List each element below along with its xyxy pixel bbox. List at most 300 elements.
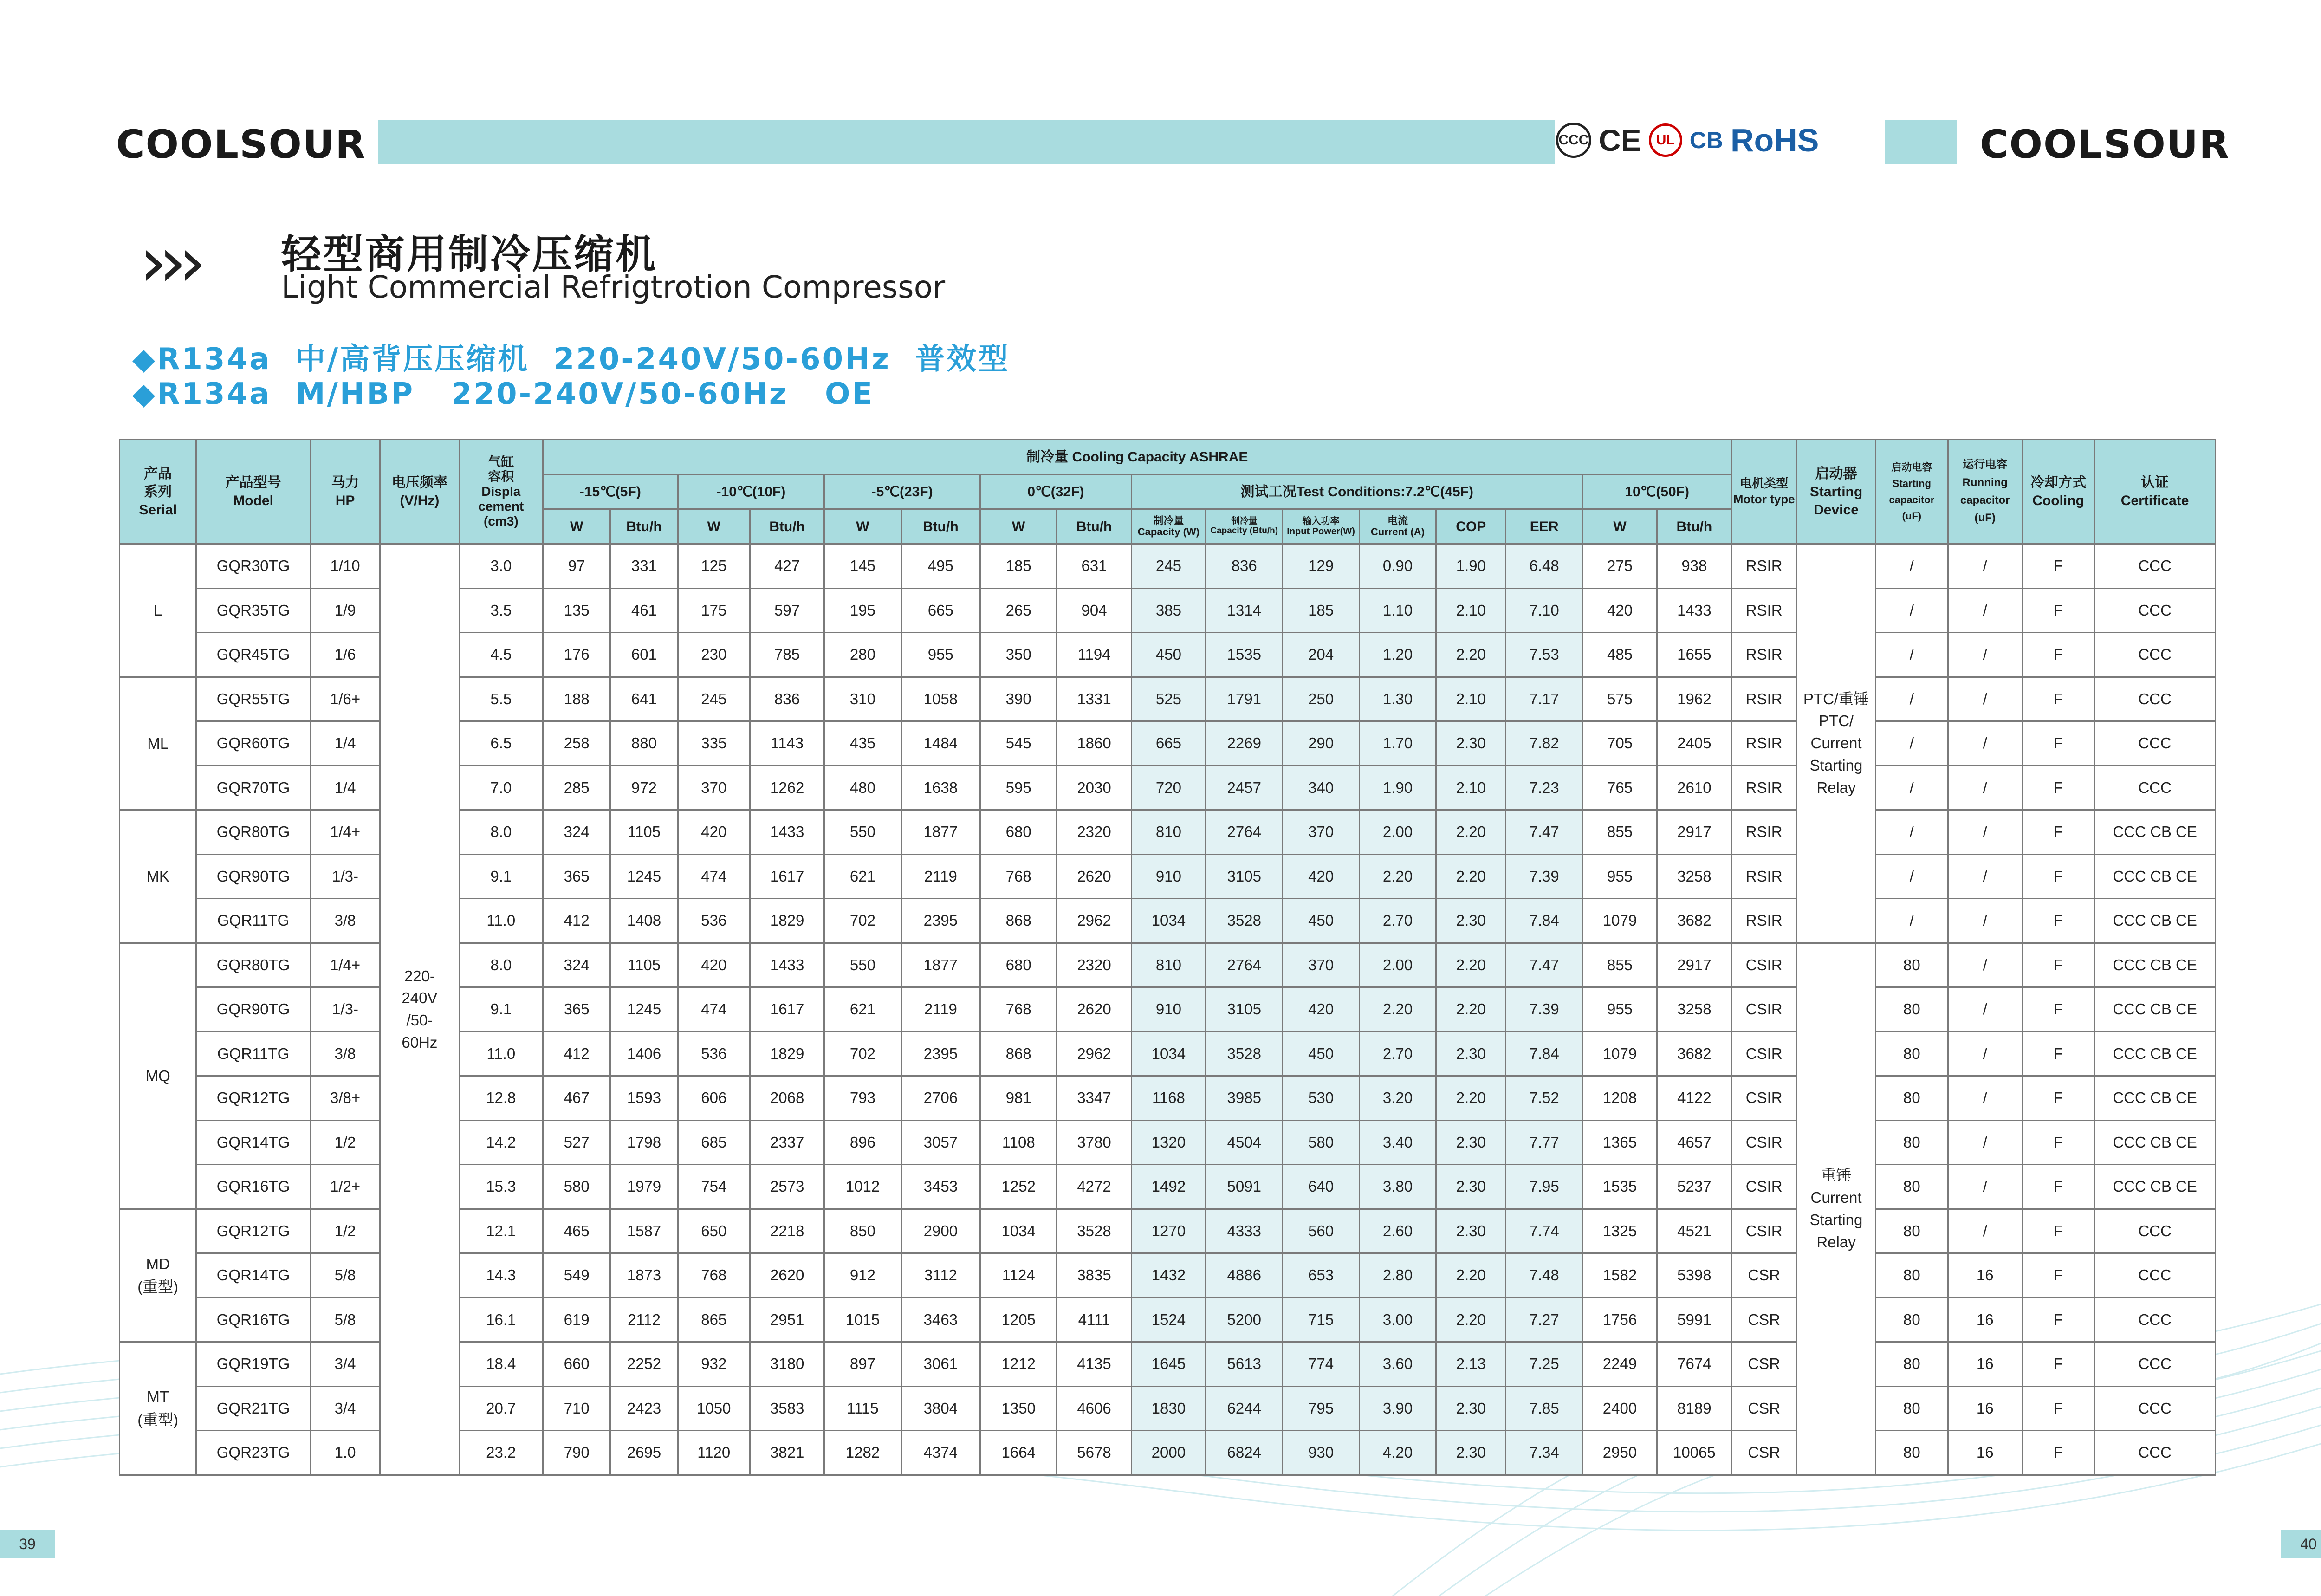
data-cell: 3583 bbox=[750, 1386, 824, 1431]
data-cell: 836 bbox=[1206, 544, 1283, 589]
data-cell: 2.60 bbox=[1359, 1209, 1436, 1253]
data-cell: 4135 bbox=[1057, 1342, 1131, 1387]
data-cell: 621 bbox=[824, 987, 901, 1032]
model-cell: GQR60TG bbox=[196, 721, 311, 766]
data-cell: CCC bbox=[2094, 1431, 2216, 1475]
data-cell: / bbox=[1876, 677, 1948, 721]
data-cell: F bbox=[2022, 1209, 2094, 1253]
data-cell: 2337 bbox=[750, 1120, 824, 1165]
data-cell: F bbox=[2022, 721, 2094, 766]
data-cell: 420 bbox=[1283, 987, 1359, 1032]
data-cell: 7.39 bbox=[1506, 987, 1582, 1032]
data-cell: CCC bbox=[2094, 1386, 2216, 1431]
header-btuh: Btu/h bbox=[901, 509, 980, 544]
data-cell: 80 bbox=[1876, 1032, 1948, 1076]
data-cell: 7.27 bbox=[1506, 1298, 1582, 1342]
data-cell: 1262 bbox=[750, 766, 824, 810]
data-cell: 2.30 bbox=[1436, 1120, 1506, 1165]
ce-logo: CE bbox=[1599, 123, 1641, 157]
data-cell: 331 bbox=[610, 544, 678, 589]
spec-table bbox=[119, 439, 2216, 1476]
motor-cell: RSIR bbox=[1731, 810, 1796, 855]
data-cell: 2269 bbox=[1206, 721, 1283, 766]
data-cell: 485 bbox=[1582, 633, 1657, 677]
model-cell: GQR80TG bbox=[196, 810, 311, 855]
header-capacity-group: 制冷量 Cooling Capacity ASHRAE bbox=[543, 440, 1731, 474]
motor-cell: CSIR bbox=[1731, 1165, 1796, 1209]
data-cell: 680 bbox=[980, 943, 1057, 987]
data-cell: 1015 bbox=[824, 1298, 901, 1342]
data-cell: 1314 bbox=[1206, 588, 1283, 633]
data-cell: 2.20 bbox=[1436, 943, 1506, 987]
data-cell: 621 bbox=[824, 854, 901, 899]
data-cell: 2962 bbox=[1057, 1032, 1131, 1076]
header-model: 产品型号 Model bbox=[196, 440, 311, 544]
data-cell: 2.20 bbox=[1359, 854, 1436, 899]
data-cell: 385 bbox=[1131, 588, 1206, 633]
data-cell: 2.10 bbox=[1436, 677, 1506, 721]
data-cell: 2950 bbox=[1582, 1431, 1657, 1475]
data-cell: 4.5 bbox=[459, 633, 543, 677]
hp-cell: 1/3- bbox=[310, 987, 380, 1032]
data-cell: 258 bbox=[543, 721, 610, 766]
hp-cell: 3/4 bbox=[310, 1342, 380, 1387]
data-cell: 1484 bbox=[901, 721, 980, 766]
data-cell: 1617 bbox=[750, 854, 824, 899]
rohs-logo: RoHS bbox=[1730, 122, 1819, 158]
data-cell: 1320 bbox=[1131, 1120, 1206, 1165]
data-cell: CCC CB CE bbox=[2094, 810, 2216, 855]
data-cell: 2320 bbox=[1057, 943, 1131, 987]
data-cell: 250 bbox=[1283, 677, 1359, 721]
data-cell: F bbox=[2022, 1076, 2094, 1121]
data-cell: F bbox=[2022, 1032, 2094, 1076]
data-cell: 5991 bbox=[1657, 1298, 1731, 1342]
data-cell: / bbox=[1876, 633, 1948, 677]
data-cell: 4504 bbox=[1206, 1120, 1283, 1165]
data-cell: 765 bbox=[1582, 766, 1657, 810]
data-cell: 4111 bbox=[1057, 1298, 1131, 1342]
data-cell: 2.30 bbox=[1436, 1032, 1506, 1076]
data-cell: 420 bbox=[678, 810, 750, 855]
data-cell: 702 bbox=[824, 1032, 901, 1076]
data-cell: 2.10 bbox=[1436, 766, 1506, 810]
model-cell: GQR90TG bbox=[196, 987, 311, 1032]
data-cell: 175 bbox=[678, 588, 750, 633]
data-cell: 1433 bbox=[1657, 588, 1731, 633]
data-cell: 810 bbox=[1131, 810, 1206, 855]
data-cell: 549 bbox=[543, 1253, 610, 1298]
cb-logo: CB bbox=[1689, 127, 1723, 153]
data-cell: 2.13 bbox=[1436, 1342, 1506, 1387]
data-cell: 1105 bbox=[610, 943, 678, 987]
data-cell: 245 bbox=[1131, 544, 1206, 589]
data-cell: 280 bbox=[824, 633, 901, 677]
motor-cell: RSIR bbox=[1731, 766, 1796, 810]
data-cell: 7.95 bbox=[1506, 1165, 1582, 1209]
data-cell: 4272 bbox=[1057, 1165, 1131, 1209]
data-cell: 16 bbox=[1948, 1431, 2022, 1475]
data-cell: CCC CB CE bbox=[2094, 1120, 2216, 1165]
data-cell: 1245 bbox=[610, 854, 678, 899]
data-cell: F bbox=[2022, 854, 2094, 899]
data-cell: 12.8 bbox=[459, 1076, 543, 1121]
data-cell: 7.52 bbox=[1506, 1076, 1582, 1121]
certification-logos bbox=[1556, 117, 1881, 163]
data-cell: 3180 bbox=[750, 1342, 824, 1387]
data-cell: 2764 bbox=[1206, 810, 1283, 855]
header-run-cap: 运行电容 Running capacitor (uF) bbox=[1948, 440, 2022, 544]
data-cell: 125 bbox=[678, 544, 750, 589]
data-cell: 2249 bbox=[1582, 1342, 1657, 1387]
data-cell: 80 bbox=[1876, 943, 1948, 987]
serial-cell: ML bbox=[120, 677, 196, 810]
header-temp-0: 0℃(32F) bbox=[980, 474, 1132, 509]
data-cell: 868 bbox=[980, 899, 1057, 943]
data-cell: 80 bbox=[1876, 1298, 1948, 1342]
data-cell: 5200 bbox=[1206, 1298, 1283, 1342]
hp-cell: 1/9 bbox=[310, 588, 380, 633]
data-cell: F bbox=[2022, 1431, 2094, 1475]
data-cell: 2.20 bbox=[1359, 987, 1436, 1032]
header-w: W bbox=[678, 509, 750, 544]
data-cell: / bbox=[1948, 810, 2022, 855]
data-cell: 450 bbox=[1131, 633, 1206, 677]
data-cell: 1325 bbox=[1582, 1209, 1657, 1253]
data-cell: 1350 bbox=[980, 1386, 1057, 1431]
data-cell: 1408 bbox=[610, 899, 678, 943]
data-cell: 2.70 bbox=[1359, 899, 1436, 943]
data-cell: 1.90 bbox=[1359, 766, 1436, 810]
model-cell: GQR19TG bbox=[196, 1342, 311, 1387]
page-title-cn: 轻型商用制冷压缩机 bbox=[281, 231, 657, 278]
data-cell: 3347 bbox=[1057, 1076, 1131, 1121]
data-cell: 135 bbox=[543, 588, 610, 633]
data-cell: F bbox=[2022, 1165, 2094, 1209]
subtitle-line-1: ◆R134a 中/高背压压缩机 220-240V/50-60Hz 普效型 bbox=[132, 342, 1010, 376]
data-cell: 910 bbox=[1131, 987, 1206, 1032]
data-cell: 1331 bbox=[1057, 677, 1131, 721]
data-cell: 370 bbox=[1283, 943, 1359, 987]
data-cell: 23.2 bbox=[459, 1431, 543, 1475]
data-cell: 1.70 bbox=[1359, 721, 1436, 766]
serial-cell: MQ bbox=[120, 943, 196, 1209]
header-cop: COP bbox=[1436, 509, 1506, 544]
data-cell: 335 bbox=[678, 721, 750, 766]
data-cell: F bbox=[2022, 987, 2094, 1032]
data-cell: 768 bbox=[678, 1253, 750, 1298]
data-cell: CCC bbox=[2094, 677, 2216, 721]
data-cell: 1664 bbox=[980, 1431, 1057, 1475]
data-cell: 324 bbox=[543, 943, 610, 987]
data-cell: 4886 bbox=[1206, 1253, 1283, 1298]
data-cell: 9.1 bbox=[459, 854, 543, 899]
data-cell: CCC CB CE bbox=[2094, 1165, 2216, 1209]
data-cell: 7.74 bbox=[1506, 1209, 1582, 1253]
data-cell: CCC CB CE bbox=[2094, 943, 2216, 987]
data-cell: 290 bbox=[1283, 721, 1359, 766]
header-btuh: Btu/h bbox=[1657, 509, 1731, 544]
data-cell: 641 bbox=[610, 677, 678, 721]
data-cell: 80 bbox=[1876, 1342, 1948, 1387]
data-cell: 4122 bbox=[1657, 1076, 1731, 1121]
motor-cell: RSIR bbox=[1731, 544, 1796, 589]
data-cell: 631 bbox=[1057, 544, 1131, 589]
data-cell: 2620 bbox=[1057, 987, 1131, 1032]
data-cell: 1645 bbox=[1131, 1342, 1206, 1387]
data-cell: 1873 bbox=[610, 1253, 678, 1298]
data-cell: 1012 bbox=[824, 1165, 901, 1209]
data-cell: 595 bbox=[980, 766, 1057, 810]
model-cell: GQR30TG bbox=[196, 544, 311, 589]
data-cell: 3.60 bbox=[1359, 1342, 1436, 1387]
data-cell: 768 bbox=[980, 987, 1057, 1032]
data-cell: 536 bbox=[678, 899, 750, 943]
data-cell: F bbox=[2022, 633, 2094, 677]
data-cell: 2610 bbox=[1657, 766, 1731, 810]
hp-cell: 1/4 bbox=[310, 766, 380, 810]
data-cell: 2119 bbox=[901, 854, 980, 899]
data-cell: 5678 bbox=[1057, 1431, 1131, 1475]
data-cell: 1108 bbox=[980, 1120, 1057, 1165]
data-cell: 2252 bbox=[610, 1342, 678, 1387]
data-cell: 4657 bbox=[1657, 1120, 1731, 1165]
data-cell: CCC CB CE bbox=[2094, 987, 2216, 1032]
data-cell: 665 bbox=[1131, 721, 1206, 766]
data-cell: 3.20 bbox=[1359, 1076, 1436, 1121]
model-cell: GQR55TG bbox=[196, 677, 311, 721]
data-cell: 1.30 bbox=[1359, 677, 1436, 721]
data-cell: CCC bbox=[2094, 1342, 2216, 1387]
data-cell: / bbox=[1948, 588, 2022, 633]
data-cell: 601 bbox=[610, 633, 678, 677]
data-cell: 2395 bbox=[901, 1032, 980, 1076]
data-cell: 245 bbox=[678, 677, 750, 721]
data-cell: 1962 bbox=[1657, 677, 1731, 721]
data-cell: 1432 bbox=[1131, 1253, 1206, 1298]
data-cell: 7.84 bbox=[1506, 899, 1582, 943]
motor-cell: RSIR bbox=[1731, 588, 1796, 633]
data-cell: 1.10 bbox=[1359, 588, 1436, 633]
data-cell: 705 bbox=[1582, 721, 1657, 766]
model-cell: GQR45TG bbox=[196, 633, 311, 677]
data-cell: 2405 bbox=[1657, 721, 1731, 766]
data-cell: 2.20 bbox=[1436, 810, 1506, 855]
data-cell: 20.7 bbox=[459, 1386, 543, 1431]
header-displacement: 气缸 容积 Displa cement (cm3) bbox=[459, 440, 543, 544]
data-cell: 1979 bbox=[610, 1165, 678, 1209]
header-btuh: Btu/h bbox=[1057, 509, 1131, 544]
hp-cell: 3/8 bbox=[310, 899, 380, 943]
data-cell: F bbox=[2022, 810, 2094, 855]
data-cell: 285 bbox=[543, 766, 610, 810]
motor-cell: CSIR bbox=[1731, 1209, 1796, 1253]
data-cell: CCC bbox=[2094, 1209, 2216, 1253]
data-cell: 855 bbox=[1582, 943, 1657, 987]
data-cell: 129 bbox=[1283, 544, 1359, 589]
data-cell: 836 bbox=[750, 677, 824, 721]
data-cell: 1587 bbox=[610, 1209, 678, 1253]
data-cell: 930 bbox=[1283, 1431, 1359, 1475]
header-eer: EER bbox=[1506, 509, 1582, 544]
data-cell: 3682 bbox=[1657, 1032, 1731, 1076]
data-cell: 897 bbox=[824, 1342, 901, 1387]
page-number-left: 39 bbox=[0, 1530, 55, 1558]
hp-cell: 5/8 bbox=[310, 1298, 380, 1342]
data-cell: 11.0 bbox=[459, 1032, 543, 1076]
data-cell: 1617 bbox=[750, 987, 824, 1032]
header-start-cap: 启动电容 Starting capacitor (uF) bbox=[1876, 440, 1948, 544]
data-cell: 2.30 bbox=[1436, 721, 1506, 766]
data-cell: 665 bbox=[901, 588, 980, 633]
data-cell: / bbox=[1948, 721, 2022, 766]
brand-logo-left: COOLSOUR bbox=[116, 122, 366, 167]
data-cell: 1877 bbox=[901, 810, 980, 855]
model-cell: GQR90TG bbox=[196, 854, 311, 899]
data-cell: 80 bbox=[1876, 1209, 1948, 1253]
data-cell: F bbox=[2022, 1342, 2094, 1387]
data-cell: F bbox=[2022, 1120, 2094, 1165]
data-cell: / bbox=[1948, 633, 2022, 677]
data-cell: 1143 bbox=[750, 721, 824, 766]
data-cell: 435 bbox=[824, 721, 901, 766]
data-cell: 2.30 bbox=[1436, 1209, 1506, 1253]
data-cell: 1406 bbox=[610, 1032, 678, 1076]
data-cell: 1524 bbox=[1131, 1298, 1206, 1342]
spec-table-wrapper bbox=[119, 439, 2216, 1476]
data-cell: 80 bbox=[1876, 1165, 1948, 1209]
hp-cell: 1/6 bbox=[310, 633, 380, 677]
data-cell: CCC bbox=[2094, 1253, 2216, 1298]
header-band-right bbox=[1885, 120, 1957, 164]
data-cell: 1655 bbox=[1657, 633, 1731, 677]
data-cell: 2068 bbox=[750, 1076, 824, 1121]
data-cell: 185 bbox=[1283, 588, 1359, 633]
motor-cell: CSR bbox=[1731, 1431, 1796, 1475]
header-w: W bbox=[543, 509, 610, 544]
data-cell: 1208 bbox=[1582, 1076, 1657, 1121]
data-cell: 1120 bbox=[678, 1431, 750, 1475]
data-cell: 97 bbox=[543, 544, 610, 589]
data-cell: / bbox=[1948, 1120, 2022, 1165]
data-cell: / bbox=[1948, 544, 2022, 589]
data-cell: 16.1 bbox=[459, 1298, 543, 1342]
data-cell: 80 bbox=[1876, 1120, 1948, 1165]
data-cell: 7.53 bbox=[1506, 633, 1582, 677]
data-cell: 474 bbox=[678, 987, 750, 1032]
data-cell: 7.47 bbox=[1506, 943, 1582, 987]
data-cell: CCC CB CE bbox=[2094, 854, 2216, 899]
data-cell: 1105 bbox=[610, 810, 678, 855]
data-cell: 365 bbox=[543, 854, 610, 899]
data-cell: 3061 bbox=[901, 1342, 980, 1387]
data-cell: 2951 bbox=[750, 1298, 824, 1342]
hp-cell: 3/4 bbox=[310, 1386, 380, 1431]
header-band bbox=[378, 120, 1555, 164]
data-cell: CCC bbox=[2094, 544, 2216, 589]
data-cell: 275 bbox=[1582, 544, 1657, 589]
data-cell: 575 bbox=[1582, 677, 1657, 721]
data-cell: 580 bbox=[1283, 1120, 1359, 1165]
header-cooling: 冷却方式 Cooling bbox=[2022, 440, 2094, 544]
data-cell: 7.34 bbox=[1506, 1431, 1582, 1475]
data-cell: CCC CB CE bbox=[2094, 1032, 2216, 1076]
data-cell: 2.20 bbox=[1436, 854, 1506, 899]
data-cell: F bbox=[2022, 677, 2094, 721]
data-cell: 2000 bbox=[1131, 1431, 1206, 1475]
data-cell: 474 bbox=[678, 854, 750, 899]
data-cell: 2.00 bbox=[1359, 943, 1436, 987]
hp-cell: 3/8+ bbox=[310, 1076, 380, 1121]
data-cell: 4374 bbox=[901, 1431, 980, 1475]
data-cell: 2573 bbox=[750, 1165, 824, 1209]
model-cell: GQR14TG bbox=[196, 1120, 311, 1165]
data-cell: 427 bbox=[750, 544, 824, 589]
data-cell: 938 bbox=[1657, 544, 1731, 589]
motor-cell: CSIR bbox=[1731, 1120, 1796, 1165]
data-cell: 2423 bbox=[610, 1386, 678, 1431]
data-cell: 4521 bbox=[1657, 1209, 1731, 1253]
data-cell: 1.90 bbox=[1436, 544, 1506, 589]
header-w: W bbox=[824, 509, 901, 544]
model-cell: GQR35TG bbox=[196, 588, 311, 633]
data-cell: 3528 bbox=[1206, 899, 1283, 943]
data-cell: 527 bbox=[543, 1120, 610, 1165]
data-cell: 1252 bbox=[980, 1165, 1057, 1209]
data-cell: 3821 bbox=[750, 1431, 824, 1475]
data-cell: 1582 bbox=[1582, 1253, 1657, 1298]
header-btuh: Btu/h bbox=[750, 509, 824, 544]
data-cell: 3.0 bbox=[459, 544, 543, 589]
data-cell: 3112 bbox=[901, 1253, 980, 1298]
hp-cell: 1/4+ bbox=[310, 810, 380, 855]
data-cell: CCC bbox=[2094, 766, 2216, 810]
hp-cell: 1/6+ bbox=[310, 677, 380, 721]
data-cell: 3258 bbox=[1657, 854, 1731, 899]
data-cell: 450 bbox=[1283, 1032, 1359, 1076]
header-motor: 电机类型 Motor type bbox=[1731, 440, 1796, 544]
data-cell: 6.5 bbox=[459, 721, 543, 766]
data-cell: 14.3 bbox=[459, 1253, 543, 1298]
motor-cell: CSIR bbox=[1731, 1032, 1796, 1076]
header-temp-m10: -10℃(10F) bbox=[678, 474, 824, 509]
data-cell: 15.3 bbox=[459, 1165, 543, 1209]
data-cell: 7.23 bbox=[1506, 766, 1582, 810]
data-cell: 480 bbox=[824, 766, 901, 810]
data-cell: / bbox=[1948, 1165, 2022, 1209]
data-cell: 3985 bbox=[1206, 1076, 1283, 1121]
motor-cell: CSIR bbox=[1731, 987, 1796, 1032]
data-cell: 545 bbox=[980, 721, 1057, 766]
data-cell: 1212 bbox=[980, 1342, 1057, 1387]
hp-cell: 1/4+ bbox=[310, 943, 380, 987]
data-cell: 1115 bbox=[824, 1386, 901, 1431]
data-cell: 80 bbox=[1876, 1386, 1948, 1431]
data-cell: 3258 bbox=[1657, 987, 1731, 1032]
data-cell: 685 bbox=[678, 1120, 750, 1165]
data-cell: 7.25 bbox=[1506, 1342, 1582, 1387]
data-cell: 16 bbox=[1948, 1386, 2022, 1431]
data-cell: 9.1 bbox=[459, 987, 543, 1032]
data-cell: 2.30 bbox=[1436, 1431, 1506, 1475]
motor-cell: RSIR bbox=[1731, 899, 1796, 943]
data-cell: / bbox=[1948, 766, 2022, 810]
data-cell: 2620 bbox=[750, 1253, 824, 1298]
data-cell: 420 bbox=[1582, 588, 1657, 633]
data-cell: 1791 bbox=[1206, 677, 1283, 721]
data-cell: 774 bbox=[1283, 1342, 1359, 1387]
data-cell: 650 bbox=[678, 1209, 750, 1253]
